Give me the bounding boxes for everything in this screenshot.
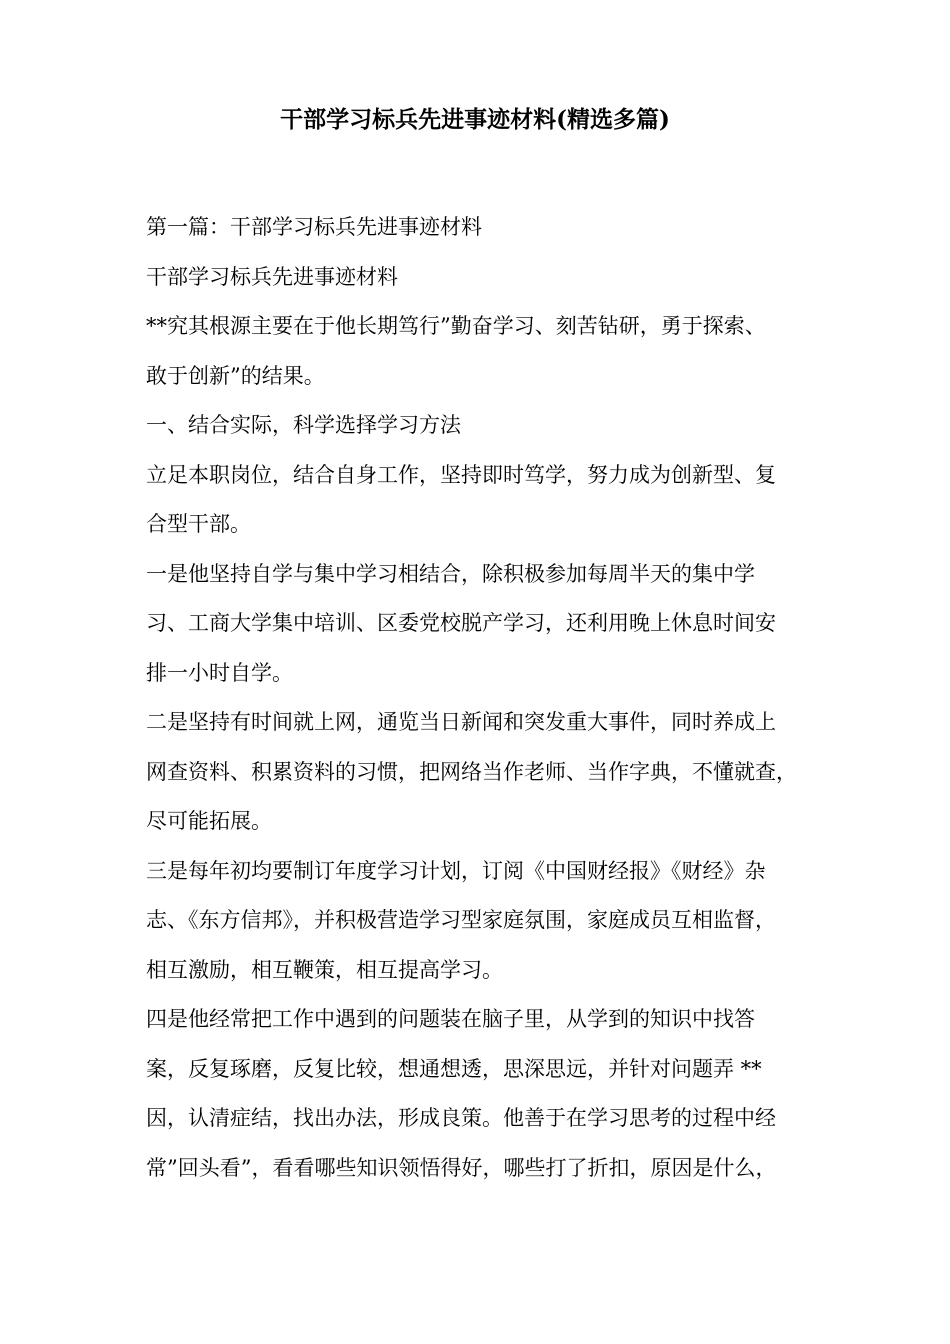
text-line: 志、《东方信邦》，并积极营造学习型家庭氛围，家庭成员互相监督， [146, 908, 776, 932]
text-line: 尽可能拓展。 [146, 809, 272, 833]
text-line: 三是每年初均要制订年度学习计划，订阅《中国财经报》《财经》杂 [146, 858, 766, 883]
text-line: 干部学习标兵先进事迹材料 [146, 264, 398, 289]
text-line: 常”回头看”，看看哪些知识领悟得好，哪些打了折扣，原因是什么， [146, 1155, 777, 1180]
text-line: 习、工商大学集中培训、区委党校脱产学习，还利用晚上休息时间安 [146, 611, 776, 635]
document-body [146, 203, 826, 1193]
text-line: 网查资料、积累资料的习惯，把网络当作老师、当作字典，不懂就查， [146, 759, 797, 784]
document-title: 干部学习标兵先进事迹材料(精选多篇) [280, 106, 670, 133]
text-line: 相互激励，相互鞭策，相互提高学习。 [146, 957, 503, 982]
text-line: 第一篇：干部学习标兵先进事迹材料 [146, 215, 482, 239]
text-line: 排一小时自学。 [146, 660, 293, 685]
text-line: 二是坚持有时间就上网，通览当日新闻和突发重大事件，同时养成上 [146, 710, 776, 734]
text-line: 因，认清症结，找出办法，形成良策。他善于在学习思考的过程中经 [146, 1106, 776, 1130]
text-line: 合型干部。 [146, 512, 251, 536]
text-line: 四是他经常把工作中遇到的问题装在脑子里，从学到的知识中找答 [146, 1007, 755, 1031]
text-line: 一、结合实际，科学选择学习方法 [146, 413, 461, 437]
text-line: 案，反复琢磨，反复比较，想通想透，思深思远，并针对问题弄 ** [146, 1056, 762, 1081]
text-line: **究其根源主要在于他长期笃行”勤奋学习、刻苦钻研，勇于探索、 [146, 314, 766, 338]
text-line: 敢于创新”的结果。 [146, 363, 325, 388]
text-line: 立足本职岗位，结合自身工作，坚持即时笃学，努力成为创新型、复 [146, 462, 776, 487]
text-line: 一是他坚持自学与集中学习相结合，除积极参加每周半天的集中学 [146, 561, 755, 586]
